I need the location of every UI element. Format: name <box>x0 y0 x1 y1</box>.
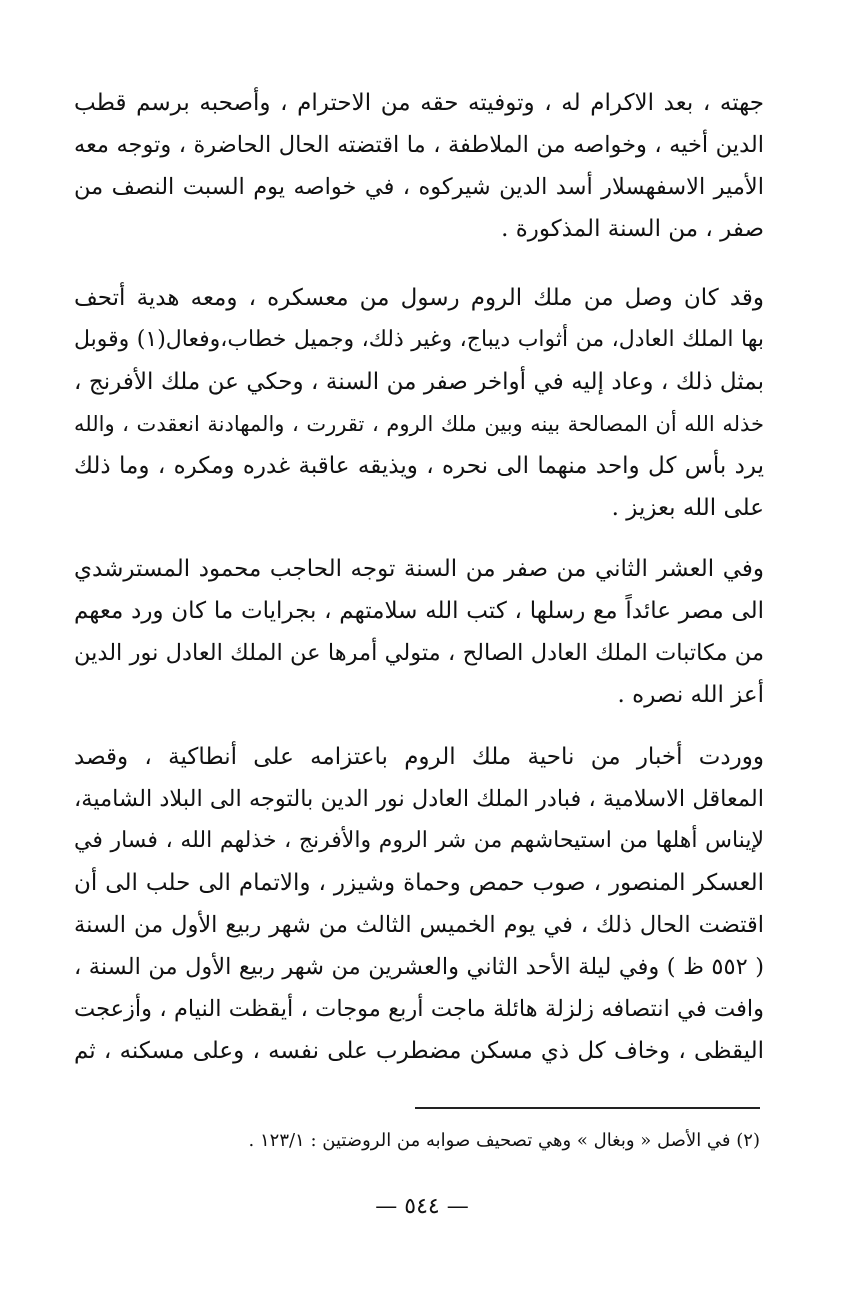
text-line: صفر ، من السنة المذكورة . <box>501 216 764 242</box>
text-line: وقد كان وصل من ملك الروم رسول من معسكره ، ومعه هدية أتحف <box>74 285 764 311</box>
text-line: العسكر المنصور ، صوب حمص وحماة وشيزر ، والاتمام الى حلب الى أن <box>74 870 764 896</box>
footnote-divider <box>415 1107 760 1109</box>
text-line: أعز الله نصره . <box>617 682 764 708</box>
text-line: اقتضت الحال ذلك ، في يوم الخميس الثالث من شهر ربيع الأول من السنة <box>74 912 764 938</box>
text-line: وافت في انتصافه زلزلة هائلة ماجت أربع موجات ، أيقظت النيام ، وأزعجت <box>74 996 764 1022</box>
text-line: الدين أخيه ، وخواصه من الملاطفة ، ما اقتضته الحال الحاضرة ، وتوجه معه <box>74 132 764 158</box>
text-line: وفي العشر الثاني من صفر من السنة توجه الحاجب محمود المسترشدي <box>74 556 764 582</box>
text-line: جهته ، بعد الاكرام له ، وتوفيته حقه من الاحترام ، وأصحبه برسم قطب <box>74 90 764 116</box>
text-line: يرد بأس كل واحد منهما الى نحره ، ويذيقه عاقبة غدره ومكره ، وما ذلك <box>74 453 764 479</box>
text-line: بها الملك العادل، من أثواب ديباج، وغير ذلك، وجميل خطاب،وفعال(١) وقوبل <box>74 327 764 352</box>
text-line: اليقظى ، وخاف كل ذي مسكن مضطرب على نفسه ، وعلى مسكنه ، ثم <box>74 1038 764 1064</box>
text-line: الى مصر عائداً مع رسلها ، كتب الله سلامتهم ، بجرايات ما كان ورد معهم <box>74 598 764 624</box>
text-line: بمثل ذلك ، وعاد إليه في أواخر صفر من السنة ، وحكي عن ملك الأفرنج ، <box>74 369 764 395</box>
paragraph-4 <box>74 736 764 1072</box>
text-line: المعاقل الاسلامية ، فبادر الملك العادل نور الدين بالتوجه الى البلاد الشامية، <box>74 786 764 812</box>
text-line: ( ٥٥٢ ظ ) وفي ليلة الأحد الثاني والعشرين من شهر ربيع الأول من السنة ، <box>74 954 764 980</box>
text-line: خذله الله أن المصالحة بينه وبين ملك الروم ، تقررت ، والمهادنة انعقدت ، والله <box>74 412 764 436</box>
text-line: على الله بعزيز . <box>611 495 764 521</box>
text-line: الأمير الاسفهسلار أسد الدين شيركوه ، في خواصه يوم السبت النصف من <box>74 174 764 200</box>
paragraph-1 <box>74 82 764 250</box>
text-line: من مكاتبات الملك العادل الصالح ، متولي أمرها عن الملك العادل نور الدين <box>74 640 764 666</box>
paragraph-3 <box>74 548 764 716</box>
paragraph-2 <box>74 277 764 529</box>
text-line: لإيناس أهلها من استيحاشهم من شر الروم والأفرنج ، خذلهم الله ، فسار في <box>74 828 764 853</box>
text-line: ووردت أخبار من ناحية ملك الروم باعتزامه على أنطاكية ، وقصد <box>74 744 764 770</box>
footnote: (٢) في الأصل « وبغال » وهي تصحيف صوابه من الروضتين : ١٢٣/١ . <box>248 1130 760 1151</box>
page-number: — ٥٤٤ — <box>375 1194 469 1219</box>
